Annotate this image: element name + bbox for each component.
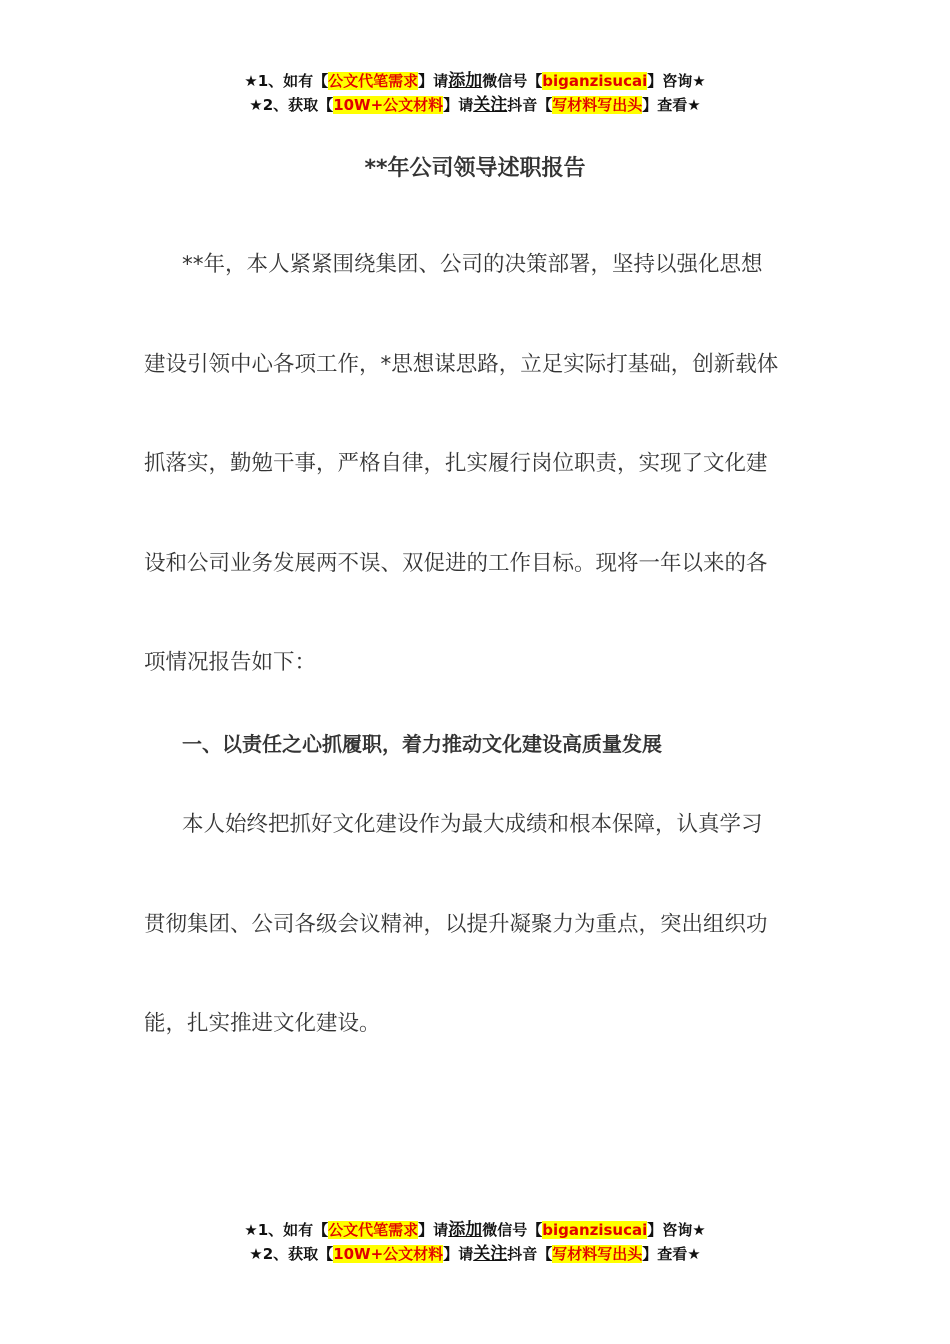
- wechat-id-highlight: biganzisucai: [542, 72, 648, 90]
- promo-line-2: [0, 1242, 950, 1266]
- promo-text: 微信号【: [482, 1221, 543, 1239]
- paragraph-line: 贯彻集团、公司各级会议精神，以提升凝聚力为重点，突出组织功: [144, 911, 768, 937]
- promo-text: ★1、如有【: [244, 1221, 329, 1239]
- promo-highlight: 公文代笔需求: [328, 72, 419, 90]
- document-title: **年公司领导述职报告: [364, 156, 586, 181]
- promo-text: 】查看★: [642, 1245, 701, 1263]
- promo-text: ★1、如有【: [244, 72, 329, 90]
- promo-text: ★2、获取【: [249, 1245, 334, 1263]
- paragraph-line: 本人始终把抓好文化建设作为最大成绩和根本保障，认真学习: [182, 812, 763, 837]
- promo-emphasis: 关注: [473, 1244, 508, 1264]
- promo-text: 】请: [418, 72, 449, 90]
- promo-text: 】请: [418, 1221, 449, 1239]
- body-paragraph-intro: [144, 249, 812, 747]
- body-paragraph-section-1: [144, 809, 812, 1108]
- promo-emphasis: 关注: [473, 95, 508, 115]
- section-heading-1: 一、以责任之心抓履职，着力推动文化建设高质量发展: [182, 732, 662, 756]
- paragraph-line: 能，扎实推进文化建设。: [144, 1011, 381, 1036]
- promo-text: 】咨询★: [647, 72, 706, 90]
- paragraph-line: **年，本人紧紧围绕集团、公司的决策部署，坚持以强化思想: [182, 252, 763, 277]
- paragraph-line: 建设引领中心各项工作，*思想谋思路，立足实际打基础，创新载体: [144, 351, 779, 377]
- promo-text: 】咨询★: [647, 1221, 706, 1239]
- promo-emphasis: 添加: [448, 71, 483, 91]
- douyin-account-highlight: 写材料写出头: [552, 1245, 643, 1263]
- paragraph-line: 项情况报告如下：: [144, 650, 317, 675]
- promo-highlight: 10W+公文材料: [333, 96, 444, 114]
- douyin-account-highlight: 写材料写出头: [552, 96, 643, 114]
- promo-line-2: [0, 93, 950, 117]
- promo-highlight: 公文代笔需求: [328, 1221, 419, 1239]
- promo-text: 】查看★: [642, 96, 701, 114]
- wechat-id-highlight: biganzisucai: [542, 1221, 648, 1239]
- promo-text: 】请: [443, 1245, 474, 1263]
- promo-banner-top: [0, 69, 950, 117]
- promo-text: 抖音【: [507, 1245, 553, 1263]
- promo-text: 微信号【: [482, 72, 543, 90]
- promo-text: 】请: [443, 96, 474, 114]
- promo-emphasis: 添加: [448, 1220, 483, 1240]
- promo-highlight: 10W+公文材料: [333, 1245, 444, 1263]
- promo-line-1: [0, 69, 950, 93]
- promo-text: ★2、获取【: [249, 96, 334, 114]
- promo-line-1: [0, 1218, 950, 1242]
- promo-banner-bottom: [0, 1218, 950, 1266]
- paragraph-line: 抓落实，勤勉干事，严格自律，扎实履行岗位职责，实现了文化建: [144, 451, 768, 476]
- paragraph-line: 设和公司业务发展两不误、双促进的工作目标。现将一年以来的各: [144, 550, 768, 576]
- promo-text: 抖音【: [507, 96, 553, 114]
